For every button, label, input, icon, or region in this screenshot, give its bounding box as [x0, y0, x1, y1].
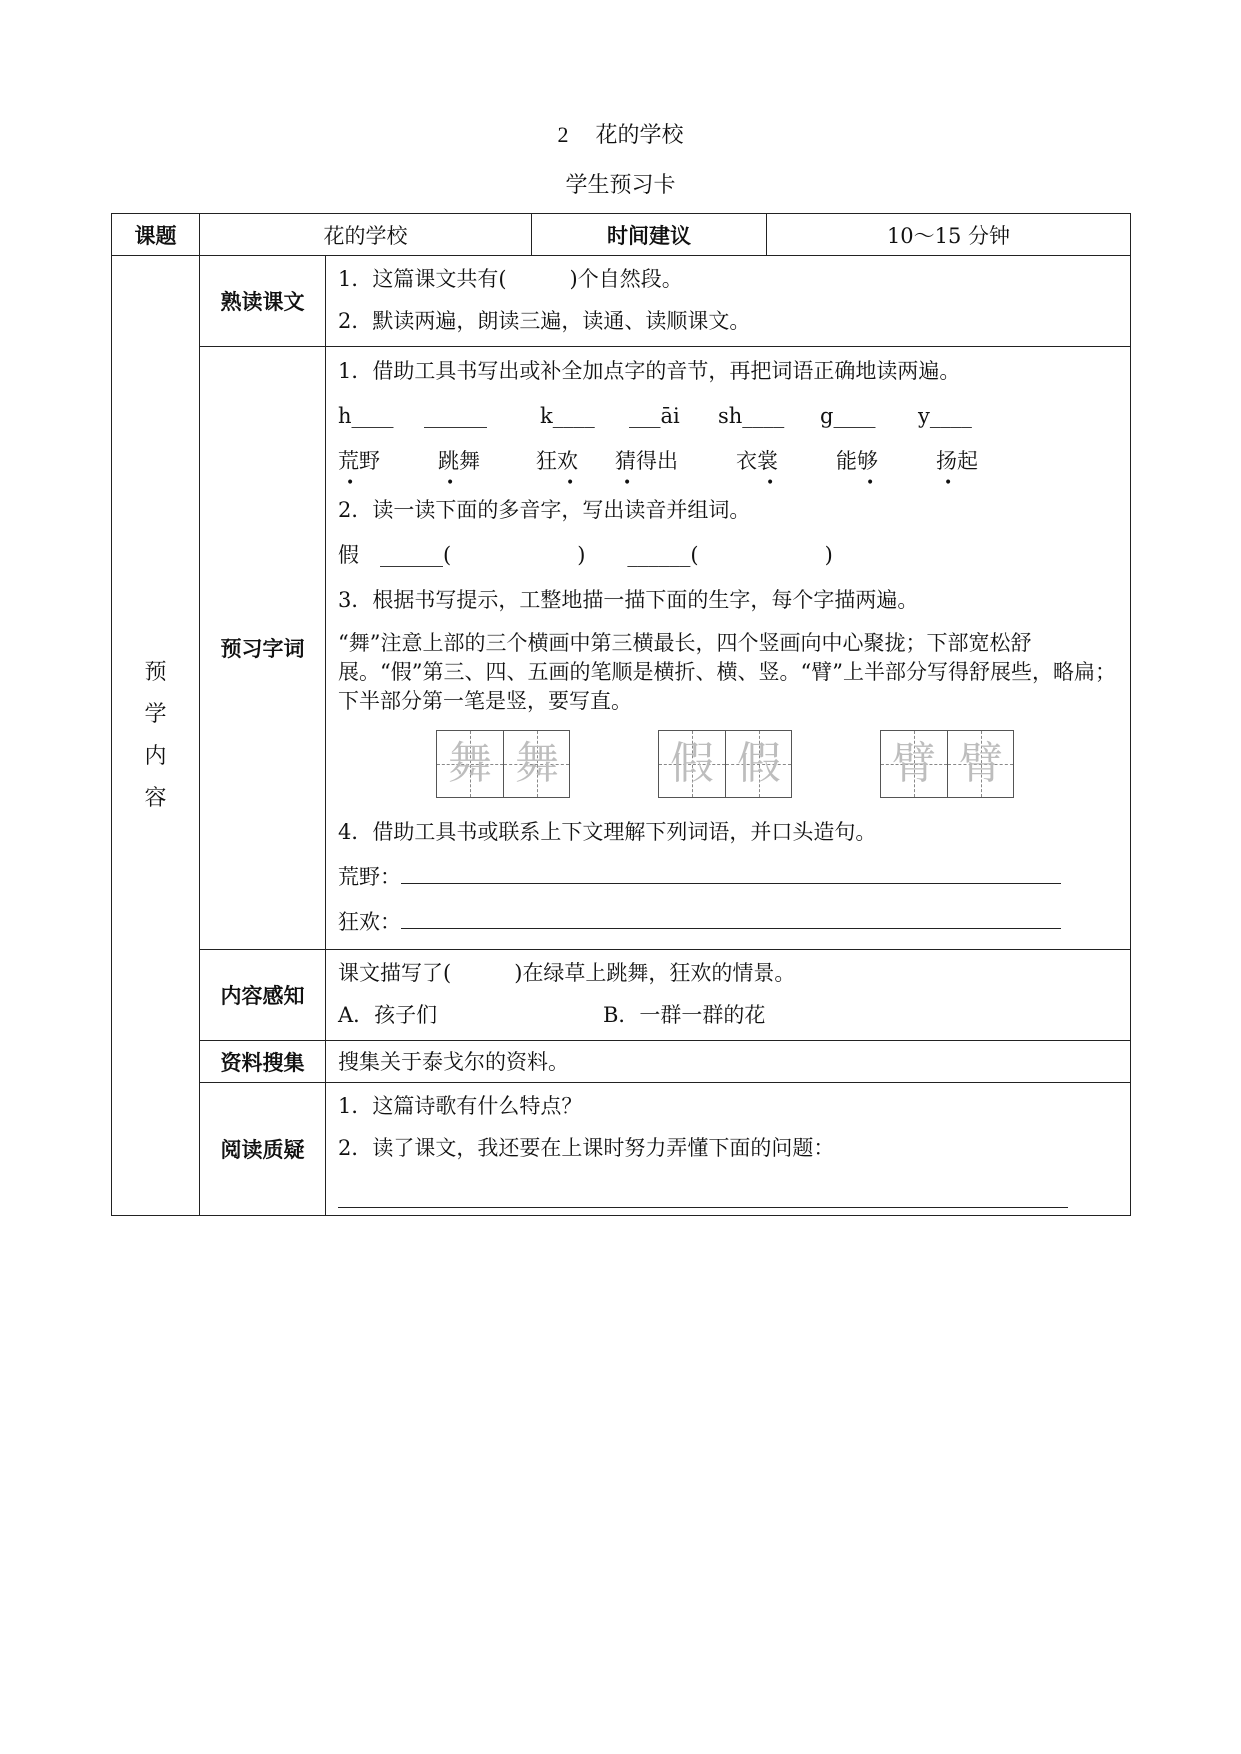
vocab-word: 荒野 — [338, 449, 380, 473]
vocab-q1: 1．借助工具书写出或补全加点字的音节，再把词语正确地读两遍。 — [338, 359, 961, 383]
sidebar-char: 容 — [144, 785, 167, 811]
content-label: 内容感知 — [200, 950, 326, 1041]
emphasis-dot-icon: • — [446, 475, 455, 491]
q4-word-label: 荒野： — [338, 865, 401, 889]
trace-char: 假 — [737, 738, 781, 789]
trace-char: 舞 — [448, 738, 492, 789]
vocab-word: 衣裳 — [736, 449, 778, 473]
lesson-heading — [0, 118, 1241, 149]
vocab-word: 跳舞 — [438, 449, 480, 473]
content-options — [338, 994, 1118, 1036]
vocab-word: 能够 — [836, 449, 878, 473]
time-value: 10～15 分钟 — [767, 214, 1131, 256]
topic-label: 课题 — [112, 214, 200, 256]
vocab-q3: 3．根据书写提示，工整地描一描下面的生字，每个字描两遍。 — [338, 588, 919, 612]
emphasis-dot-icon: • — [766, 475, 775, 491]
trace-char: 臂 — [959, 738, 1003, 789]
header-row — [112, 214, 1131, 256]
emphasis-dot-icon: • — [346, 475, 355, 491]
trace-char: 舞 — [515, 738, 559, 789]
q4-word-label: 狂欢： — [338, 910, 401, 934]
research-label: 资料搜集 — [200, 1041, 326, 1083]
vocab-label: 预习字词 — [200, 347, 326, 950]
pinyin-blank[interactable]: h____ — [338, 404, 394, 428]
time-label: 时间建议 — [532, 214, 767, 256]
trace-char: 假 — [670, 738, 714, 789]
sidebar-char: 内 — [144, 743, 167, 769]
tracing-grids — [338, 724, 1118, 810]
content-cell — [326, 950, 1131, 1041]
tracing-grid-wu[interactable] — [436, 730, 570, 798]
vocab-q2-answer-line[interactable]: 假 ______( ) ______( ) — [338, 543, 833, 567]
sidebar-preview-content — [112, 256, 200, 1216]
pinyin-blank[interactable]: ___āi — [629, 404, 680, 428]
question-item-1: 1．这篇诗歌有什么特点？ — [338, 1094, 583, 1118]
pinyin-blank[interactable]: g____ — [820, 404, 876, 428]
sidebar-char: 预 — [144, 659, 167, 685]
lesson-number: 2 — [557, 122, 569, 147]
answer-underline[interactable] — [338, 1177, 1068, 1208]
option-b[interactable]: B．一群一群的花 — [603, 1003, 766, 1027]
pinyin-blank[interactable]: k____ — [540, 404, 595, 428]
vocab-word: 扬起 — [936, 449, 978, 473]
questions-cell — [326, 1083, 1131, 1216]
content-question: 课文描写了( )在绿草上跳舞，狂欢的情景。 — [338, 961, 796, 985]
lesson-title: 花的学校 — [595, 123, 684, 148]
questions-row — [112, 1083, 1131, 1216]
vocab-q4-item — [338, 900, 1118, 945]
emphasis-dot-icon: • — [866, 475, 875, 491]
option-a[interactable]: A．孩子们 — [338, 1003, 438, 1027]
emphasis-dot-icon: • — [944, 475, 953, 491]
reading-item-2: 2．默读两遍，朗读三遍，读通、读顺课文。 — [338, 309, 751, 333]
reading-item-1: 1．这篇课文共有( )个自然段。 — [338, 267, 683, 291]
answer-underline[interactable] — [401, 902, 1061, 929]
research-text: 搜集关于泰戈尔的资料。 — [338, 1049, 569, 1074]
reading-row — [112, 256, 1131, 347]
research-cell — [326, 1041, 1131, 1083]
pinyin-blank[interactable]: sh____ — [718, 404, 785, 428]
card-title: 学生预习卡 — [565, 173, 676, 198]
vocab-row — [112, 347, 1131, 950]
topic-value: 花的学校 — [200, 214, 532, 256]
trace-char: 臂 — [892, 738, 936, 789]
pinyin-blank[interactable]: ______ — [424, 404, 487, 428]
emphasis-dot-icon: • — [566, 475, 575, 491]
vocab-q2: 2．读一读下面的多音字，写出读音并组词。 — [338, 498, 751, 522]
vocab-word: 狂欢 — [536, 449, 578, 473]
pinyin-row — [338, 394, 1118, 439]
words-row — [338, 439, 1118, 491]
vocab-q4: 4．借助工具书或联系上下文理解下列词语，并口头造句。 — [338, 820, 877, 844]
research-row — [112, 1041, 1131, 1083]
tracing-grid-jia[interactable] — [658, 730, 792, 798]
answer-underline[interactable] — [401, 857, 1061, 884]
questions-label: 阅读质疑 — [200, 1083, 326, 1216]
preview-card-table — [111, 213, 1131, 1216]
reading-label: 熟读课文 — [200, 256, 326, 347]
vocab-q4-item — [338, 855, 1118, 900]
emphasis-dot-icon: • — [623, 475, 632, 491]
question-item-2: 2．读了课文，我还要在上课时努力弄懂下面的问题： — [338, 1136, 835, 1160]
vocab-word: 猜得出 — [615, 449, 678, 473]
vocab-content — [326, 347, 1131, 950]
content-row — [112, 950, 1131, 1041]
pinyin-blank[interactable]: y____ — [918, 404, 972, 428]
reading-content — [326, 256, 1131, 347]
tracing-grid-bi[interactable] — [880, 730, 1014, 798]
sidebar-char: 学 — [144, 701, 167, 727]
vocab-q3-hint: “舞”注意上部的三个横画中第三横最长，四个竖画向中心聚拢；下部宽松舒展。“假”第三、四、五画的笔顺是横折、横、竖。“臂”上半部分写得舒展些，略扁；下半部分第一笔是竖，要写直。 — [338, 631, 1116, 713]
